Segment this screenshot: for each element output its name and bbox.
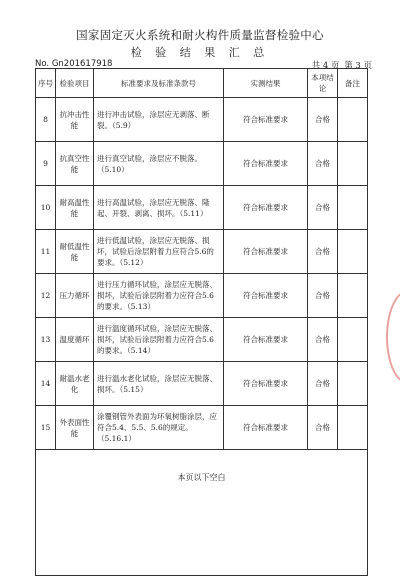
row-conclusion: 合格 bbox=[308, 230, 338, 274]
total-pages: 共 4 页 bbox=[311, 61, 340, 71]
row-no: 11 bbox=[36, 230, 56, 274]
row-result: 符合标准要求 bbox=[224, 186, 308, 230]
row-conclusion: 合格 bbox=[308, 274, 338, 318]
row-conclusion: 合格 bbox=[308, 406, 338, 450]
row-remark bbox=[338, 406, 368, 450]
row-result: 符合标准要求 bbox=[224, 406, 308, 450]
table-row bbox=[36, 318, 368, 362]
row-no: 8 bbox=[36, 98, 56, 142]
row-no: 14 bbox=[36, 362, 56, 406]
page-title: 检 验 结 果 汇 总 bbox=[130, 46, 270, 59]
table-row bbox=[36, 406, 368, 450]
blank-note: 本页以下空白 bbox=[177, 473, 226, 482]
row-result: 符合标准要求 bbox=[224, 230, 308, 274]
col-header-requirement: 标准要求及标准条款号 bbox=[94, 69, 224, 98]
row-remark bbox=[338, 318, 368, 362]
row-requirement: 进行温水老化试验，涂层应无脱落、损坏。（5.15） bbox=[94, 362, 224, 406]
blank-row bbox=[36, 450, 368, 576]
row-requirement: 进行压力循环试验，涂层应无脱落、损坏，试验后涂层附着力应符合5.6的要求。（5.13） bbox=[94, 274, 224, 318]
table-row bbox=[36, 230, 368, 274]
row-remark bbox=[338, 230, 368, 274]
row-result: 符合标准要求 bbox=[224, 362, 308, 406]
row-result: 符合标准要求 bbox=[224, 274, 308, 318]
row-result: 符合标准要求 bbox=[224, 318, 308, 362]
official-seal-stamp bbox=[386, 290, 400, 384]
results-table bbox=[35, 68, 368, 576]
row-item: 耐高温性能 bbox=[56, 186, 94, 230]
row-requirement: 涂覆钢管外表面为环氧树脂涂层，应符合5.4、5.5、5.6的规定。（5.16.1） bbox=[94, 406, 224, 450]
row-no: 12 bbox=[36, 274, 56, 318]
row-conclusion: 合格 bbox=[308, 142, 338, 186]
row-item: 抗真空性能 bbox=[56, 142, 94, 186]
table-row bbox=[36, 186, 368, 230]
row-requirement: 进行真空试验，涂层应不脱落。（5.10） bbox=[94, 142, 224, 186]
row-requirement: 进行高温试验，涂层应无脱落、隆起、开裂、剥离、损坏。（5.11） bbox=[94, 186, 224, 230]
col-header-item: 检验项目 bbox=[56, 69, 94, 98]
row-remark bbox=[338, 142, 368, 186]
table-header-row bbox=[36, 69, 368, 98]
row-conclusion: 合格 bbox=[308, 318, 338, 362]
row-conclusion: 合格 bbox=[308, 98, 338, 142]
row-remark bbox=[338, 362, 368, 406]
table-row bbox=[36, 142, 368, 186]
row-item: 外表面性能 bbox=[56, 406, 94, 450]
row-item: 压力循环 bbox=[56, 274, 94, 318]
row-item: 耐低温性能 bbox=[56, 230, 94, 274]
issuing-organization: 国家固定灭火系统和耐火构件质量监督检验中心 bbox=[76, 28, 324, 42]
row-result: 符合标准要求 bbox=[224, 98, 308, 142]
col-header-conclusion: 本项结论 bbox=[308, 69, 338, 98]
row-item: 抗冲击性能 bbox=[56, 98, 94, 142]
row-item: 耐温水老化 bbox=[56, 362, 94, 406]
row-no: 10 bbox=[36, 186, 56, 230]
col-header-no: 序号 bbox=[36, 69, 56, 98]
row-result: 符合标准要求 bbox=[224, 142, 308, 186]
row-requirement: 进行冲击试验，涂层应无剥落、断裂。（5.9） bbox=[94, 98, 224, 142]
row-conclusion: 合格 bbox=[308, 362, 338, 406]
row-remark bbox=[338, 98, 368, 142]
row-conclusion: 合格 bbox=[308, 186, 338, 230]
row-remark bbox=[338, 274, 368, 318]
row-remark bbox=[338, 186, 368, 230]
row-requirement: 进行低温试验，涂层应无脱落、损坏，试验后涂层附着力应符合5.6的要求。（5.12） bbox=[94, 230, 224, 274]
table-row bbox=[36, 362, 368, 406]
report-number: No. Gn201617918 bbox=[35, 59, 113, 69]
row-no: 9 bbox=[36, 142, 56, 186]
col-header-result: 实测结果 bbox=[224, 69, 308, 98]
current-page: 第 3 页 bbox=[344, 61, 372, 71]
blank-cell bbox=[36, 450, 368, 576]
row-no: 13 bbox=[36, 318, 56, 362]
row-requirement: 进行温度循环试验，涂层应无脱落、损坏，试验后涂层附着力应符合5.6的要求。（5.14） bbox=[94, 318, 224, 362]
table-row bbox=[36, 274, 368, 318]
col-header-remark: 备注 bbox=[338, 69, 368, 98]
row-no: 15 bbox=[36, 406, 56, 450]
row-item: 温度循环 bbox=[56, 318, 94, 362]
table-row bbox=[36, 98, 368, 142]
